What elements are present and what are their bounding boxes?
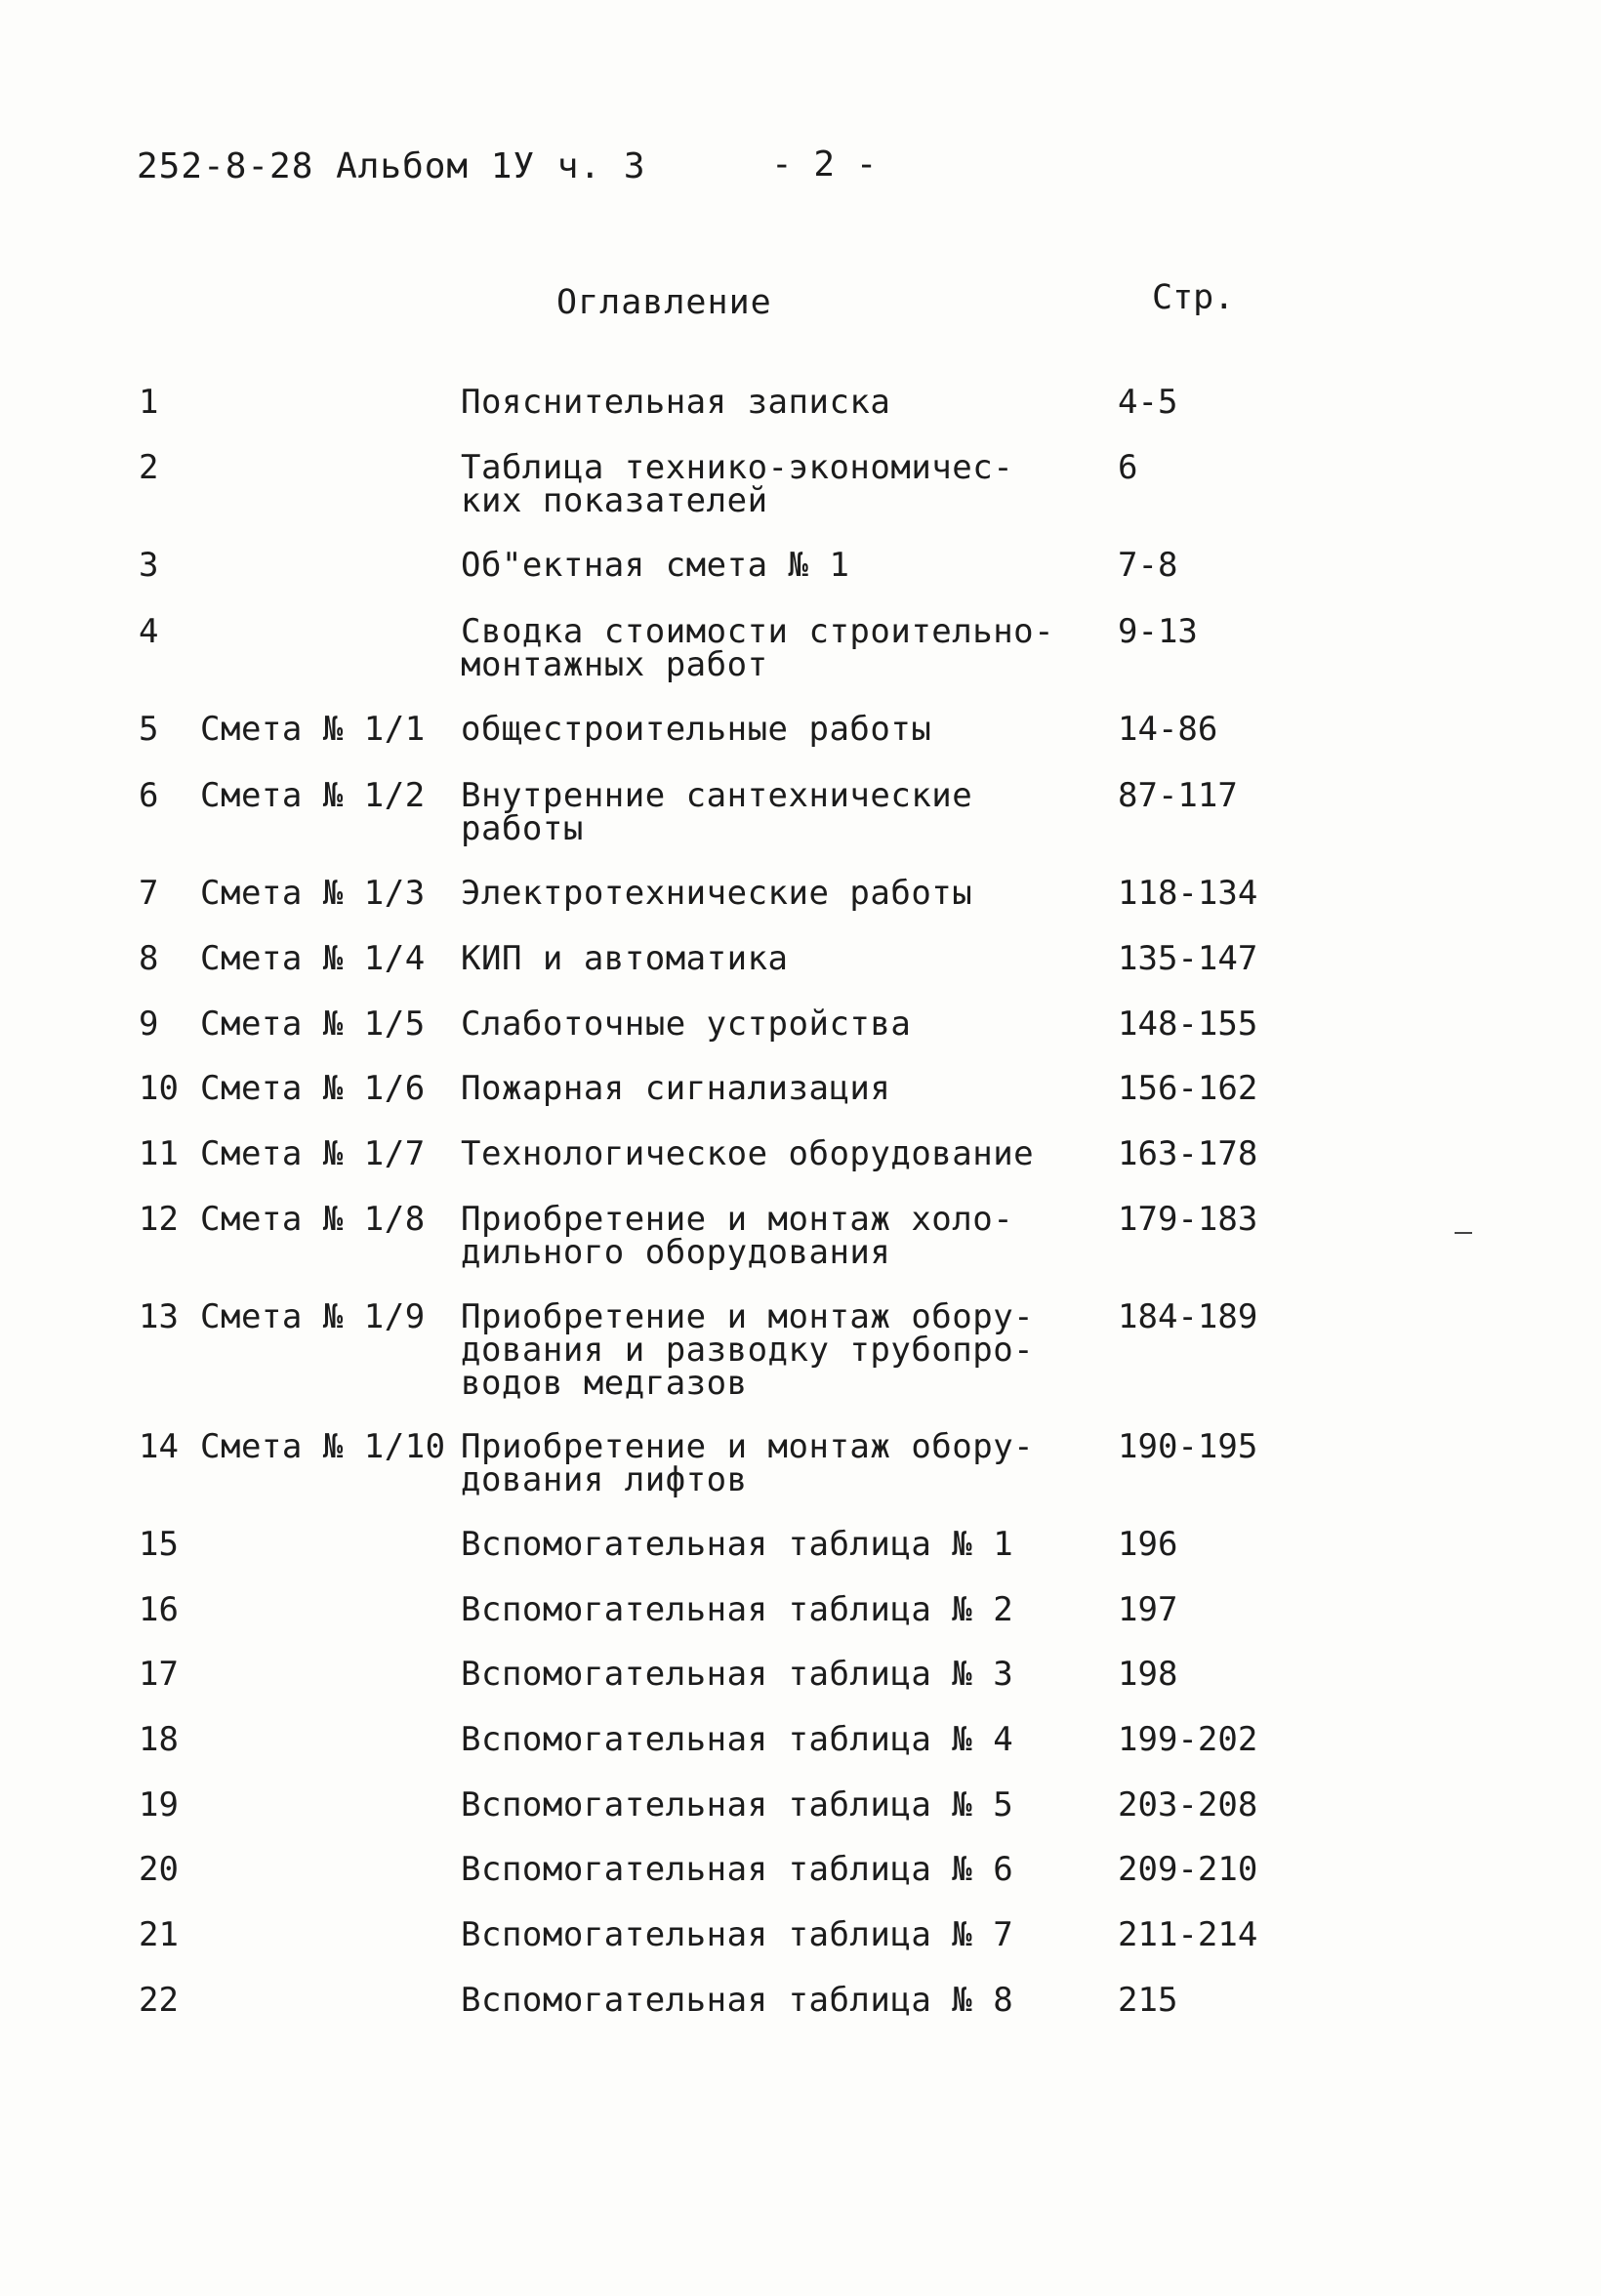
page-number: - 2 - xyxy=(771,144,878,184)
toc-entry-title xyxy=(461,1004,1066,1044)
toc-entry-title-line: Приобретение и монтаж обору- xyxy=(461,1427,1035,1466)
toc-entry-estimate: Смета № 1/4 xyxy=(200,939,426,978)
toc-entry-title xyxy=(461,1655,1066,1694)
toc-entry-title-line: Слаботочные устройства xyxy=(461,1004,912,1044)
toc-entry-number: 6 xyxy=(139,776,159,815)
toc-pages-heading: Стр. xyxy=(1152,278,1235,317)
toc-entry-estimate: Смета № 1/8 xyxy=(200,1200,426,1239)
toc-entry-estimate: Смета № 1/6 xyxy=(200,1069,426,1108)
toc-entry-number: 9 xyxy=(139,1004,159,1044)
toc-entry-title xyxy=(461,1981,1066,2020)
toc-entry-estimate: Смета № 1/3 xyxy=(200,874,426,913)
toc-entry-pages: 209-210 xyxy=(1118,1850,1258,1889)
toc-entry-pages: 211-214 xyxy=(1118,1915,1258,1954)
toc-entry-title-line: Вспомогательная таблица № 6 xyxy=(461,1850,1014,1889)
toc-entry-title-line: Приобретение и монтаж холо- xyxy=(461,1200,1014,1239)
toc-entry-estimate: Смета № 1/1 xyxy=(200,710,426,749)
toc-entry-pages: 118-134 xyxy=(1118,874,1258,913)
toc-entry-title xyxy=(461,939,1066,978)
toc-entry-title-line: Об"ектная смета № 1 xyxy=(461,546,850,585)
toc-entry-pages: 135-147 xyxy=(1118,939,1258,978)
toc-entry-title xyxy=(461,448,1066,520)
toc-entry-title-line: Вспомогательная таблица № 7 xyxy=(461,1915,1014,1954)
toc-entry-pages: 7-8 xyxy=(1118,546,1178,585)
toc-entry-title xyxy=(461,1297,1066,1403)
toc-entry-title-line: Электротехнические работы xyxy=(461,874,973,913)
toc-entry-title xyxy=(461,546,1066,585)
toc-entry-title-line: Технологическое оборудование xyxy=(461,1134,1035,1173)
toc-entry-pages: 9-13 xyxy=(1118,612,1198,651)
toc-entry-number: 5 xyxy=(139,710,159,749)
toc-entry-title-line: Вспомогательная таблица № 2 xyxy=(461,1590,1014,1629)
toc-entry-number: 2 xyxy=(139,448,159,487)
toc-entry-pages: 148-155 xyxy=(1118,1004,1258,1044)
toc-entry-pages: 184-189 xyxy=(1118,1297,1258,1336)
toc-entry-title-line: Вспомогательная таблица № 5 xyxy=(461,1785,1014,1824)
toc-entry-title-line: Пожарная сигнализация xyxy=(461,1069,891,1108)
toc-title: Оглавление xyxy=(556,283,772,322)
toc-entry-pages: 14-86 xyxy=(1118,710,1218,749)
toc-entry-estimate: Смета № 1/9 xyxy=(200,1297,426,1336)
toc-entry-title-line: Сводка стоимости строительно- xyxy=(461,612,1055,651)
toc-entry-pages: 179-183 xyxy=(1118,1200,1258,1239)
toc-entry-title xyxy=(461,1785,1066,1824)
toc-entry-pages: 198 xyxy=(1118,1655,1178,1694)
toc-entry-title-line: монтажных работ xyxy=(461,645,768,684)
toc-entry-title-line: дильного оборудования xyxy=(461,1233,891,1272)
toc-entry-title xyxy=(461,874,1066,913)
toc-entry-estimate: Смета № 1/5 xyxy=(200,1004,426,1044)
toc-entry-title-line: Вспомогательная таблица № 8 xyxy=(461,1981,1014,2020)
toc-entry-pages: 199-202 xyxy=(1118,1720,1258,1759)
toc-entry-number: 10 xyxy=(139,1069,179,1108)
toc-entry-title xyxy=(461,1525,1066,1564)
scan-artifact-mark xyxy=(1455,1232,1472,1234)
toc-entry-title xyxy=(461,1720,1066,1759)
toc-entry-title-line: дования лифтов xyxy=(461,1460,748,1499)
toc-entry-pages: 6 xyxy=(1118,448,1138,487)
toc-entry-title xyxy=(461,710,1066,749)
toc-entry-title xyxy=(461,1134,1066,1173)
toc-entry-title-line: ких показателей xyxy=(461,481,768,520)
toc-entry-number: 3 xyxy=(139,546,159,585)
toc-entry-number: 8 xyxy=(139,939,159,978)
toc-entry-number: 12 xyxy=(139,1200,179,1239)
toc-entry-number: 20 xyxy=(139,1850,179,1889)
toc-entry-number: 18 xyxy=(139,1720,179,1759)
toc-entry-pages: 215 xyxy=(1118,1981,1178,2020)
toc-entry-pages: 156-162 xyxy=(1118,1069,1258,1108)
toc-entry-title xyxy=(461,1590,1066,1629)
toc-entry-number: 15 xyxy=(139,1525,179,1564)
toc-entry-estimate: Смета № 1/2 xyxy=(200,776,426,815)
toc-entry-number: 11 xyxy=(139,1134,179,1173)
toc-entry-number: 22 xyxy=(139,1981,179,2020)
toc-entry-title-line: Таблица технико-экономичес- xyxy=(461,448,1014,487)
toc-entry-title xyxy=(461,383,1066,422)
toc-entry-number: 14 xyxy=(139,1427,179,1466)
toc-entry-title-line: Вспомогательная таблица № 3 xyxy=(461,1655,1014,1694)
toc-entry-pages: 197 xyxy=(1118,1590,1178,1629)
toc-entry-pages: 196 xyxy=(1118,1525,1178,1564)
toc-entry-title xyxy=(461,1200,1066,1272)
toc-entry-number: 17 xyxy=(139,1655,179,1694)
toc-entry-title-line: КИП и автоматика xyxy=(461,939,789,978)
toc-entry-title xyxy=(461,612,1066,684)
toc-entry-number: 13 xyxy=(139,1297,179,1336)
toc-entry-title xyxy=(461,1850,1066,1889)
toc-entry-title xyxy=(461,1069,1066,1108)
toc-entry-number: 4 xyxy=(139,612,159,651)
toc-entry-pages: 203-208 xyxy=(1118,1785,1258,1824)
toc-entry-title xyxy=(461,1915,1066,1954)
toc-entry-number: 1 xyxy=(139,383,159,422)
toc-entry-title-line: дования и разводку трубопро- xyxy=(461,1331,1035,1370)
toc-entry-title-line: водов медгазов xyxy=(461,1364,748,1403)
toc-entry-estimate: Смета № 1/10 xyxy=(200,1427,446,1466)
toc-entry-number: 19 xyxy=(139,1785,179,1824)
toc-entry-number: 21 xyxy=(139,1915,179,1954)
toc-entry-title-line: Вспомогательная таблица № 1 xyxy=(461,1525,1014,1564)
toc-entry-title-line: работы xyxy=(461,809,584,848)
toc-entry-pages: 87-117 xyxy=(1118,776,1238,815)
toc-entry-pages: 4-5 xyxy=(1118,383,1178,422)
toc-entry-number: 16 xyxy=(139,1590,179,1629)
toc-entry-title-line: Вспомогательная таблица № 4 xyxy=(461,1720,1014,1759)
toc-entry-title xyxy=(461,776,1066,848)
toc-entry-title xyxy=(461,1427,1066,1499)
toc-entry-number: 7 xyxy=(139,874,159,913)
album-code: 252-8-28 Альбом 1У ч. 3 xyxy=(137,146,646,186)
toc-entry-estimate: Смета № 1/7 xyxy=(200,1134,426,1173)
toc-entry-title-line: общестроительные работы xyxy=(461,710,932,749)
toc-entry-pages: 163-178 xyxy=(1118,1134,1258,1173)
toc-entry-title-line: Пояснительная записка xyxy=(461,383,891,422)
toc-entry-title-line: Внутренние сантехнические xyxy=(461,776,973,815)
toc-entry-title-line: Приобретение и монтаж обору- xyxy=(461,1297,1035,1336)
toc-entry-pages: 190-195 xyxy=(1118,1427,1258,1466)
